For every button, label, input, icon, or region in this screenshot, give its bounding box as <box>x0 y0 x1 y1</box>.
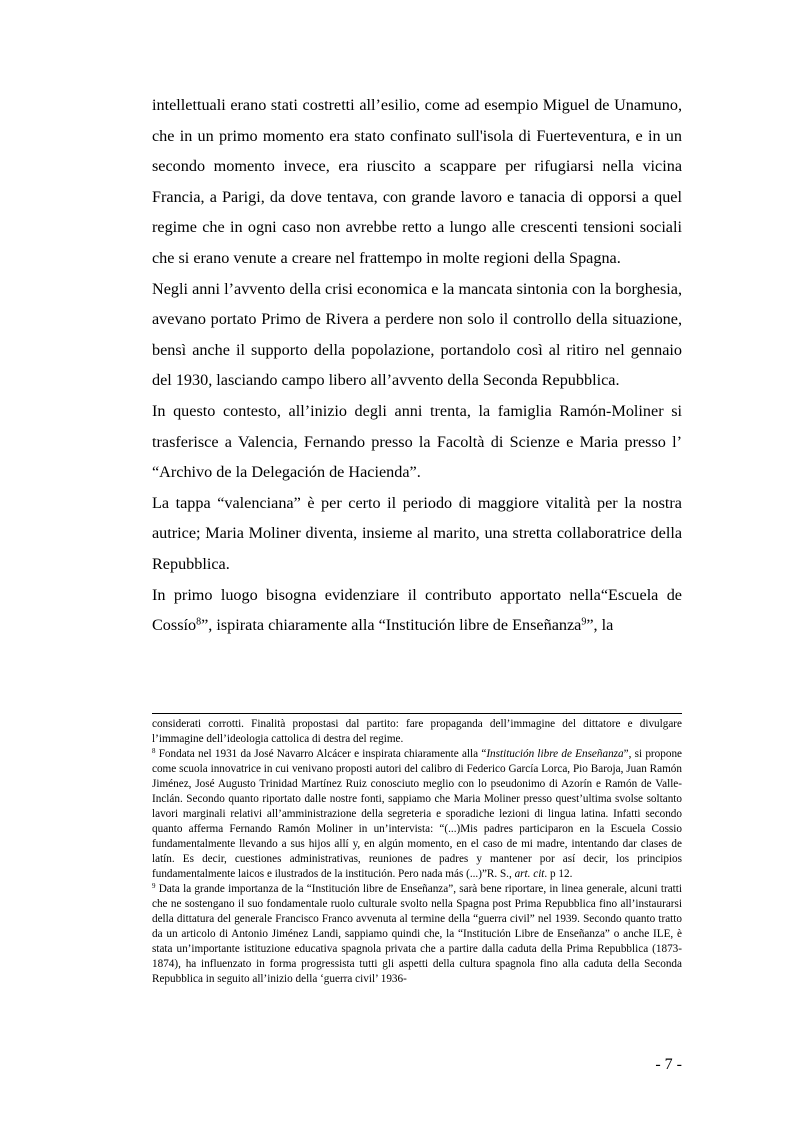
footnote-separator <box>152 713 682 714</box>
footnote-continuation: considerati corrotti. Finalità propostasi dal partito: fare propaganda dell’immagine del dittatore e divulgare l’immagine dell’ideologia cattolica di destra del regime. <box>152 718 682 745</box>
footnote-8-text-a: Fondata nel 1931 da José Navarro Alcácer e inspirata chiaramente alla “ <box>155 748 487 760</box>
main-text <box>152 90 682 641</box>
footnotes <box>152 717 682 987</box>
paragraph-5-part-b: ”, ispirata chiaramente alla “Institución libre de Enseñanza <box>201 616 582 635</box>
paragraph-5-part-c: ”, la <box>586 616 614 635</box>
footnote-8-italic-title: Institución libre de Enseñanza <box>486 748 624 760</box>
footnote-ref-9[interactable]: 9 <box>581 616 587 628</box>
footnote-ref-8[interactable]: 8 <box>196 616 202 628</box>
paragraph-2: Negli anni l’avvento della crisi economica e la mancata sintonia con la borghesia, avevano portato Primo de Rivera a perdere non solo il controllo della situazione, bensì anche il supporto della popolazione, portandolo così al ritiro nel gennaio del 1930, lasciando campo libero all’avvento della Seconda Repubblica. <box>152 279 682 390</box>
footnote-9-number: 9 <box>152 882 156 891</box>
footnote-8-citation: art. cit <box>514 868 545 880</box>
paragraph-3: In questo contesto, all’inizio degli anni trenta, la famiglia Ramón-Moliner si trasferisce a Valencia, Fernando presso la Facoltà di Scienze e Maria presso l’ “Archivo de la Delegación de Hacienda”. <box>152 401 682 482</box>
footnote-8-number: 8 <box>152 747 156 756</box>
paragraph-4: La tappa “valenciana” è per certo il periodo di maggiore vitalità per la nostra autrice; Maria Moliner diventa, insieme al marito, una stretta collaboratrice della Repubblica. <box>152 493 682 573</box>
footnote-9 <box>152 882 682 987</box>
paragraph-5-part-a: In primo luogo bisogna evidenziare il contributo apportato nella“Escuela de Cossío <box>152 585 682 635</box>
paragraph-5 <box>152 580 682 641</box>
page-number: - 7 - <box>655 1056 682 1073</box>
footnote-9-text: Data la grande importanza de la “Institución libre de Enseñanza”, sarà bene riportare, in linea generale, alcuni tratti che ne sostengano il suo fondamentale ruolo culturale svolto nella Spagna post Prima Repubblica fino all’instaurarsi della dittatura del generale Francisco Franco avvenuta al termine della “guerra civil” nel 1939. Secondo quanto tratto da un articolo di Antonio Jiménez Landi, sappiamo quindi che, la “Institución Libre de Enseñanza” o anche ILE, è stata un’importante istituzione educativa spagnola privata che a partire dalla caduta della Prima Repubblica (1873-1874), ha influenzato in forma progressista tutti gli aspetti della cultura spagnola fino alla caduta della Seconda Repubblica in seguito all’inizio della ‘guerra civil’ 1936- <box>152 883 682 985</box>
footnote-8-text-c: . p 12. <box>544 868 573 880</box>
paragraph-1: intellettuali erano stati costretti all’esilio, come ad esempio Miguel de Unamuno, che in un primo momento era stato confinato sull'isola di Fuerteventura, e in un secondo momento invece, era riuscito a scappare per rifugiarsi nella vicina Francia, a Parigi, da dove tentava, con grande lavoro e tanacia di opporsi a quel regime che in ogni caso non avrebbe retto a lungo alle crescenti tensioni sociali che si erano venute a creare nel frattempo in molte regioni della Spagna. <box>152 96 682 267</box>
footnote-8-text-b: ”, si propone come scuola innovatrice in cui venivano proposti autori del calibro di Federico García Lorca, Pio Baroja, Juan Ramón Jiménez, José Augusto Trinidad Martínez Ruiz conosciuto meglio con lo pseudonimo di Azorín e Ramón de Valle-Inclán. Secondo quanto riportato dalle nostre fonti, sappiamo che Maria Moliner presso quest’ultima svolse soltanto lavori marginali relativi all’amministrazione della segreteria e sporadiche lezioni di lingua latina. Infatti secondo quanto afferma Fernando Ramón Moliner in un’intervista: “(...)Mis padres participaron en la Escuela Cossio fundamentalmente llevando a sus hijos allí y, en algún momento, en el caso de mi madre, intentando dar clases de latín. Es decir, cuestiones administrativas, reuniones de padres y mantener por así decir, los principios fundamentalmente laicos e ilustrados de la institución. Pero nada más (...)”R. S., <box>152 748 683 880</box>
footnote-8 <box>152 747 682 882</box>
